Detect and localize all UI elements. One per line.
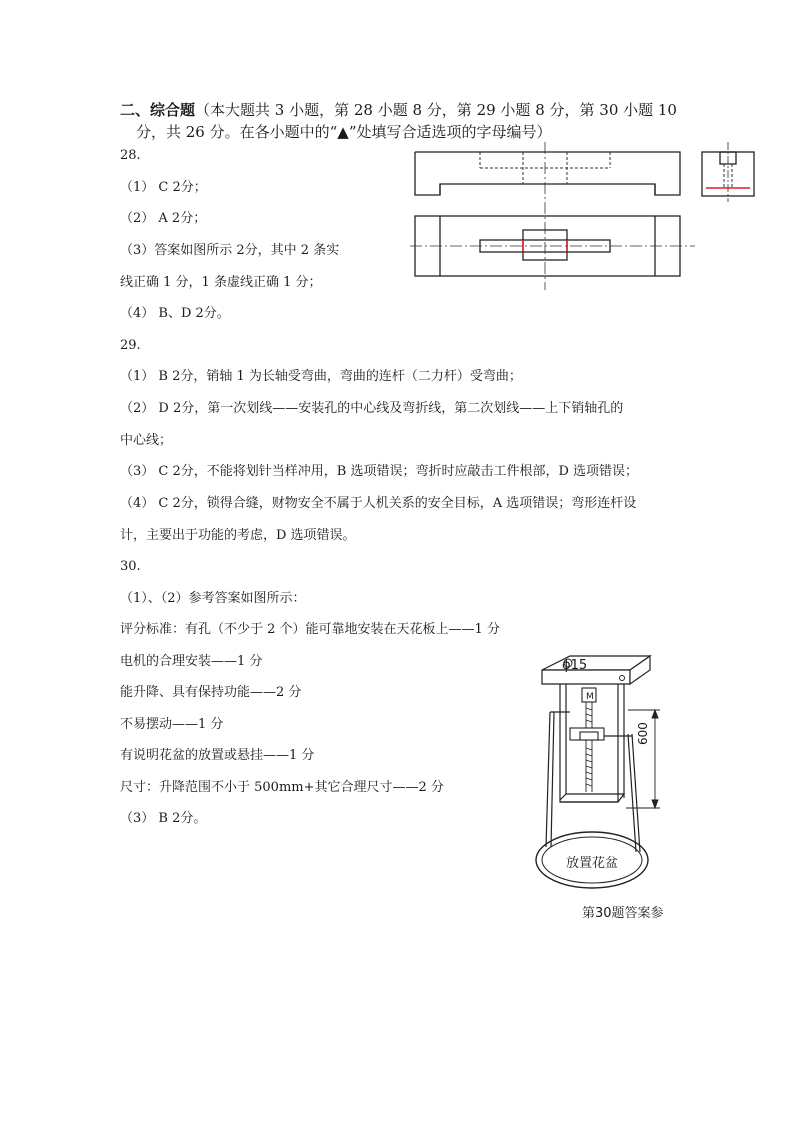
q28-answer-4: （4） B、D 2分。 [120,306,230,321]
q30-criteria-5: 有说明花盆的放置或悬挂——1 分 [120,748,315,763]
q30-number: 30. [120,559,141,574]
q30-answer-3: （3） B 2分。 [120,811,207,826]
mount-hole-2-icon [620,676,625,681]
q28-number: 28. [120,148,141,163]
q28-answer-2: （2） A 2分； [120,211,207,226]
q28-answer-3-line2: 线正确 1 分，1 条虚线正确 1 分； [120,275,322,290]
figure-caption: 第30题答案参 [582,906,664,921]
front-view [415,152,680,195]
q30-criteria-3: 能升降、具有保持功能——2 分 [120,685,302,700]
section-title: 二、综合题 [120,101,196,119]
lead-screw [586,702,592,792]
q29-answer-2-line1: （2） D 2分，第一次划线——安装孔的中心线及弯折线，第二次划线——上下销轴孔的 [120,401,624,416]
q30-answer-1-2: （1）、（2）参考答案如图所示： [120,591,306,606]
q29-number: 29. [120,338,141,353]
q29-answer-1: （1） B 2分，销轴 1 为长轴受弯曲，弯曲的连杆（二力杆）受弯曲； [120,369,522,384]
q30-criteria-4: 不易摆动——1 分 [120,717,224,732]
section-desc-2: 分，共 26 分。在各小题中的“▲”处填写合适选项的字母编号） [136,123,552,141]
q29-answer-2-line2: 中心线； [120,433,173,448]
q30-criteria-title: 评分标准：有孔（不少于 2 个）能可靠地安装在天花板上——1 分 [120,622,500,637]
q28-answer-1: （1） C 2分； [120,180,207,195]
q28-orthographic-drawing [410,140,770,290]
q28-answer-3-line1: （3）答案如图所示 2分，其中 2 条实 [120,243,340,258]
diameter-label: ϕ15 [562,658,588,673]
slider-block [570,728,604,740]
section-heading [120,98,677,122]
section-desc-1: （本大题共 3 小题，第 28 小题 8 分，第 29 小题 8 分，第 30 小题 10 [195,101,677,119]
q29-answer-4-line2: 计，主要出于功能的考虑，D 选项错误。 [120,528,356,543]
q30-criteria-2: 电机的合理安装——1 分 [120,654,263,669]
q29-answer-4-line1: （4） C 2分，锁得合缝，财物安全不属于人机关系的安全目标，A 选项错误；弯形连杆设 [120,496,637,511]
dimension-label: 600 [636,722,650,745]
q30-criteria-6: 尺寸：升降范围不小于 500mm+其它合理尺寸——2 分 [120,780,444,795]
motor-label: M [586,692,594,702]
q29-answer-3: （3） C 2分，不能将划针当样冲用，B 选项错误；弯折时应敲击工件根部，D 选项错误； [120,464,638,479]
pot-label: 放置花盆 [566,856,619,871]
